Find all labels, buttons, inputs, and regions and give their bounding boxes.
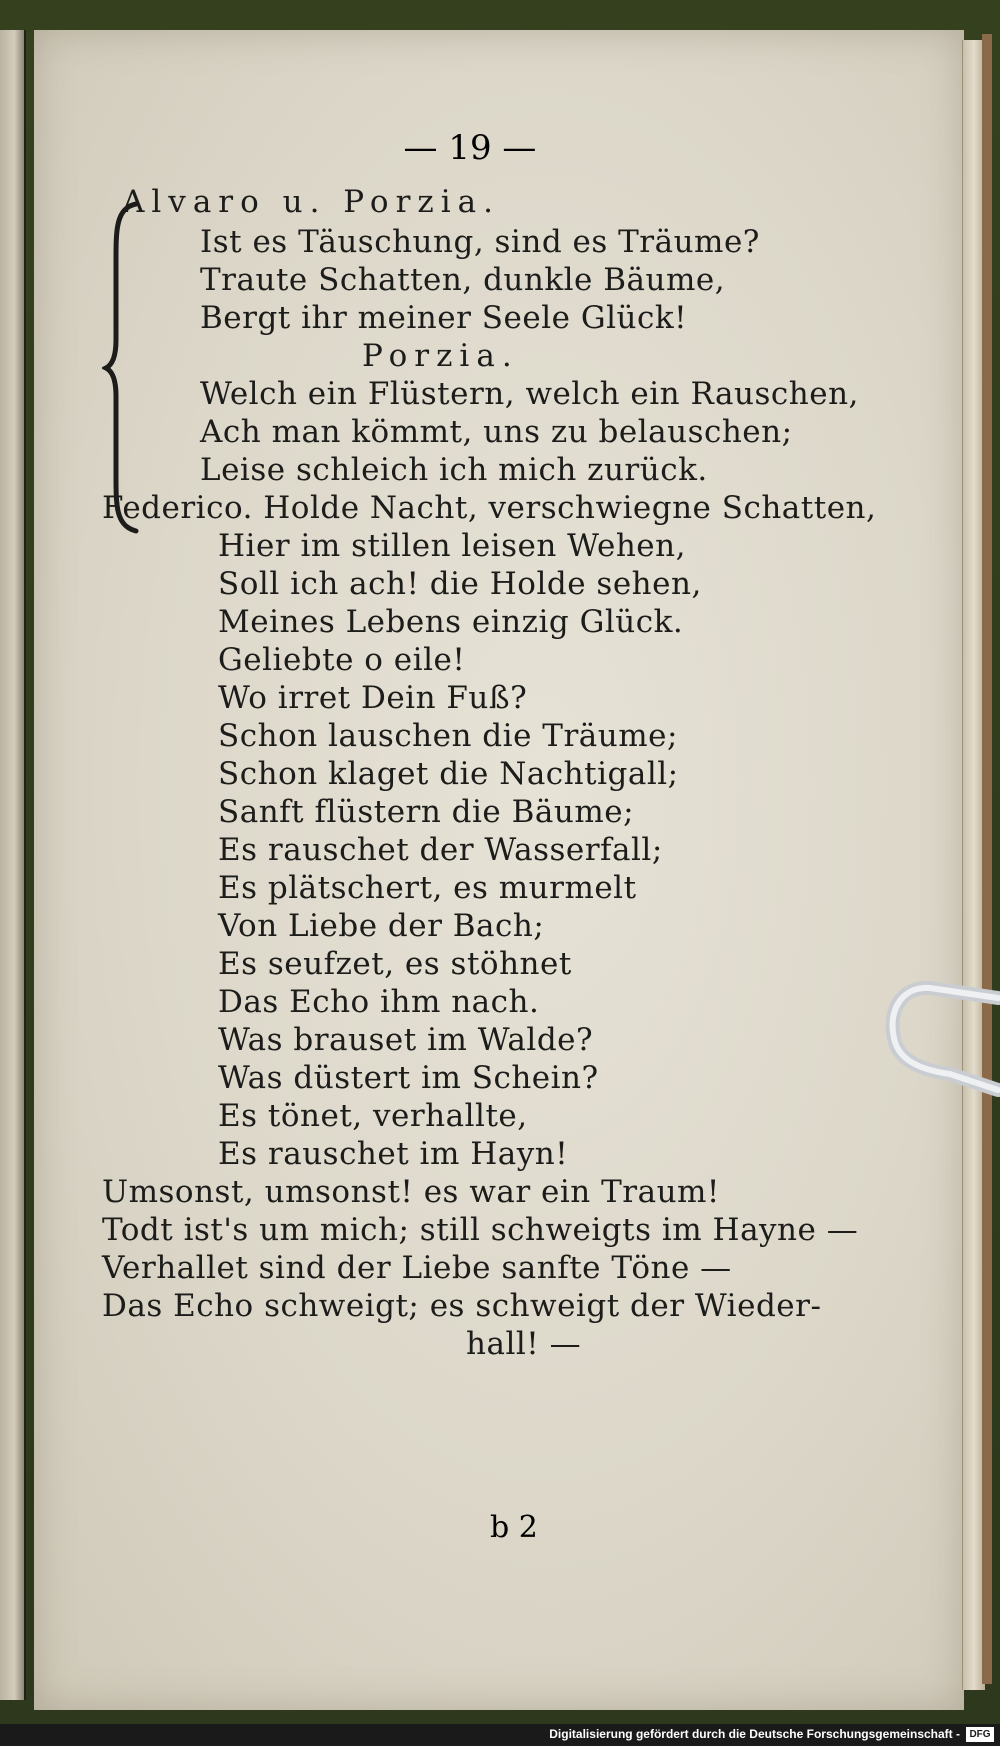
paper-clip-icon [880, 978, 1000, 1108]
verse-line: hall! — [466, 1326, 582, 1362]
verse-line: Soll ich ach! die Holde sehen, [218, 566, 702, 602]
verse-line: Meines Lebens einzig Glück. [218, 604, 684, 640]
page-number: — 19 — [403, 128, 537, 168]
verse-line: Ist es Täuschung, sind es Träume? [200, 224, 760, 260]
verse-line: Schon klaget die Nachtigall; [218, 756, 679, 792]
verse-line: Schon lauschen die Träume; [218, 718, 678, 754]
sheet-signature: b 2 [490, 1510, 538, 1545]
dfg-logo: DFG [966, 1727, 994, 1742]
verse-line: Sanft flüstern die Bäume; [218, 794, 635, 830]
verse-line: Was brauset im Walde? [218, 1022, 594, 1058]
verse-line: Von Liebe der Bach; [218, 908, 545, 944]
verse-line: Es tönet, verhallte, [218, 1098, 528, 1134]
verse-line: Was düstert im Schein? [218, 1060, 599, 1096]
verse-line: Das Echo schweigt; es schweigt der Wieder- [102, 1288, 822, 1324]
verse-line: Es rauschet im Hayn! [218, 1136, 569, 1172]
speaker-line: Alvaro u. Porzia. [122, 184, 500, 220]
verse-line: Das Echo ihm nach. [218, 984, 540, 1020]
verse-line: Bergt ihr meiner Seele Glück! [200, 300, 688, 336]
funding-credit: Digitalisierung gefördert durch die Deutsche Forschungsgemeinschaft - [549, 1727, 960, 1741]
verse-line: Todt ist's um mich; still schweigts im Hayne — [102, 1212, 859, 1248]
speaker-line: Porzia. [362, 338, 519, 374]
verse-line: Welch ein Flüstern, welch ein Rauschen, [200, 376, 859, 412]
verse-line: Ach man kömmt, uns zu belauschen; [200, 414, 793, 450]
verse-line: Geliebte o eile! [218, 642, 466, 678]
speaker-verse-line: Federico. Holde Nacht, verschwiegne Schatten, [102, 490, 877, 526]
verse-line: Verhallet sind der Liebe sanfte Töne — [102, 1250, 732, 1286]
verse-line: Umsonst, umsonst! es war ein Traum! [102, 1174, 720, 1210]
verse-line: Es rauschet der Wasserfall; [218, 832, 663, 868]
verse-line: Hier im stillen leisen Wehen, [218, 528, 686, 564]
verse-line: Leise schleich ich mich zurück. [200, 452, 708, 488]
verse-line: Traute Schatten, dunkle Bäume, [200, 262, 726, 298]
verse-line: Es plätschert, es murmelt [218, 870, 637, 906]
verse-line: Es seufzet, es stöhnet [218, 946, 572, 982]
verse-line: Wo irret Dein Fuß? [218, 680, 528, 716]
footer-bar [0, 1724, 1000, 1746]
